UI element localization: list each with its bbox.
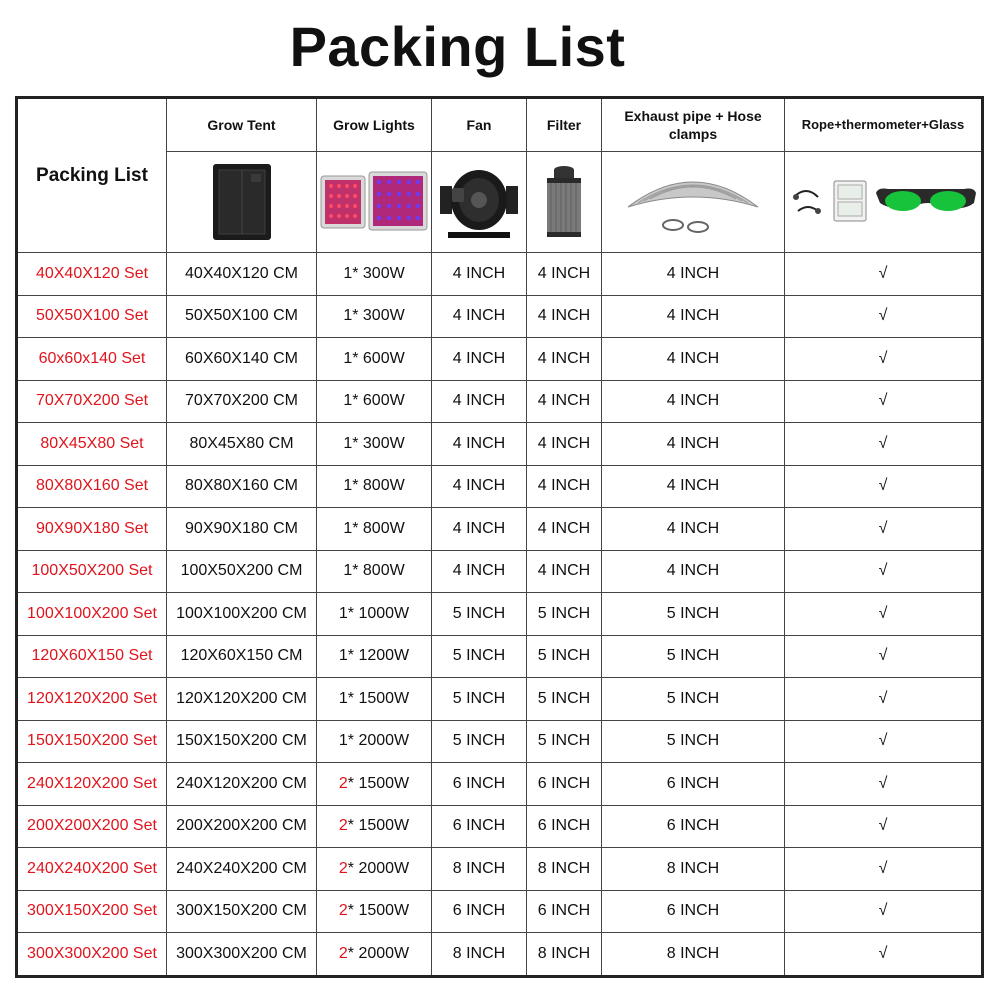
light-quantity: 2: [338, 944, 348, 962]
pipe-size-cell: 5 INCH: [602, 678, 785, 721]
pipe-size-cell: 4 INCH: [602, 508, 785, 551]
grow-lights-cell: [317, 763, 432, 806]
pipe-size-cell: 6 INCH: [602, 805, 785, 848]
grow-lights-cell: [317, 338, 432, 381]
filter-size-cell: 4 INCH: [527, 295, 602, 338]
light-wattage: * 2000W: [347, 859, 410, 877]
exhaust-pipe-image: [602, 152, 785, 253]
table-row: [17, 338, 983, 381]
table-row: [17, 253, 983, 296]
grow-lights-cell: [317, 933, 432, 977]
pipe-size-cell: 8 INCH: [602, 848, 785, 891]
accessories-check-cell: √: [785, 508, 983, 551]
tent-size-cell: 40X40X120 CM: [167, 253, 317, 296]
pipe-size-cell: 4 INCH: [602, 253, 785, 296]
grow-lights-cell: [317, 295, 432, 338]
fan-size-cell: 5 INCH: [432, 635, 527, 678]
accessories-check-cell: √: [785, 380, 983, 423]
light-wattage: * 300W: [352, 434, 405, 452]
accessories-check-cell: √: [785, 933, 983, 977]
table-row: [17, 720, 983, 763]
light-quantity: 1: [343, 434, 353, 452]
set-name-cell: 50X50X100 Set: [17, 295, 167, 338]
accessories-check-cell: √: [785, 550, 983, 593]
light-wattage: * 800W: [352, 477, 405, 495]
light-wattage: * 1500W: [347, 902, 410, 920]
light-wattage: * 800W: [352, 519, 405, 537]
grow-tent-image: [167, 152, 317, 253]
pipe-size-cell: 6 INCH: [602, 890, 785, 933]
table-row: [17, 805, 983, 848]
set-name-cell: 80X45X80 Set: [17, 423, 167, 466]
tent-size-cell: 50X50X100 CM: [167, 295, 317, 338]
filter-size-cell: 5 INCH: [527, 635, 602, 678]
tent-size-cell: 300X300X200 CM: [167, 933, 317, 977]
pipe-size-cell: 4 INCH: [602, 338, 785, 381]
filter-size-cell: 4 INCH: [527, 423, 602, 466]
accessories-check-cell: √: [785, 848, 983, 891]
table-row: [17, 465, 983, 508]
light-wattage: * 1200W: [347, 647, 410, 665]
accessories-check-cell: √: [785, 720, 983, 763]
table-row: [17, 933, 983, 977]
grow-lights-cell: [317, 508, 432, 551]
header-row: [17, 98, 983, 152]
set-name-cell: 70X70X200 Set: [17, 380, 167, 423]
fan-size-cell: 4 INCH: [432, 295, 527, 338]
light-quantity: 1: [343, 392, 353, 410]
corner-label: Packing List: [17, 98, 167, 253]
pipe-size-cell: 5 INCH: [602, 635, 785, 678]
accessories-check-cell: √: [785, 635, 983, 678]
tent-size-cell: 80X80X160 CM: [167, 465, 317, 508]
light-quantity: 1: [343, 349, 353, 367]
tent-size-cell: 200X200X200 CM: [167, 805, 317, 848]
fan-size-cell: 4 INCH: [432, 423, 527, 466]
set-name-cell: 240X120X200 Set: [17, 763, 167, 806]
accessories-check-cell: √: [785, 465, 983, 508]
grow-lights-image: [317, 152, 432, 253]
light-quantity: 1: [338, 732, 348, 750]
accessories-check-cell: √: [785, 890, 983, 933]
light-wattage: * 300W: [352, 264, 405, 282]
tent-size-cell: 60X60X140 CM: [167, 338, 317, 381]
light-quantity: 1: [343, 264, 353, 282]
set-name-cell: 120X60X150 Set: [17, 635, 167, 678]
filter-size-cell: 6 INCH: [527, 763, 602, 806]
light-wattage: * 600W: [352, 392, 405, 410]
table-row: [17, 763, 983, 806]
fan-size-cell: 4 INCH: [432, 465, 527, 508]
column-header-accessories: Rope+thermometer+Glass: [785, 98, 983, 152]
fan-size-cell: 8 INCH: [432, 933, 527, 977]
fan-size-cell: 5 INCH: [432, 678, 527, 721]
set-name-cell: 100X100X200 Set: [17, 593, 167, 636]
filter-size-cell: 4 INCH: [527, 508, 602, 551]
set-name-cell: 150X150X200 Set: [17, 720, 167, 763]
fan-size-cell: 4 INCH: [432, 338, 527, 381]
set-name-cell: 100X50X200 Set: [17, 550, 167, 593]
table-row: [17, 550, 983, 593]
fan-image: [432, 152, 527, 253]
light-quantity: 1: [343, 562, 353, 580]
set-name-cell: 240X240X200 Set: [17, 848, 167, 891]
page-title: Packing List: [289, 15, 626, 78]
fan-size-cell: 4 INCH: [432, 380, 527, 423]
filter-size-cell: 4 INCH: [527, 338, 602, 381]
accessories-check-cell: √: [785, 678, 983, 721]
packing-list-table: [15, 96, 984, 978]
set-name-cell: 90X90X180 Set: [17, 508, 167, 551]
pipe-size-cell: 8 INCH: [602, 933, 785, 977]
tent-size-cell: 120X120X200 CM: [167, 678, 317, 721]
accessories-image: [785, 152, 983, 253]
grow-lights-cell: [317, 635, 432, 678]
light-wattage: * 1500W: [347, 689, 410, 707]
filter-size-cell: 4 INCH: [527, 253, 602, 296]
set-name-cell: 120X120X200 Set: [17, 678, 167, 721]
light-quantity: 1: [338, 689, 348, 707]
accessories-check-cell: √: [785, 423, 983, 466]
grow-lights-cell: [317, 805, 432, 848]
tent-size-cell: 90X90X180 CM: [167, 508, 317, 551]
set-name-cell: 80X80X160 Set: [17, 465, 167, 508]
set-name-cell: 40X40X120 Set: [17, 253, 167, 296]
tent-size-cell: 100X100X200 CM: [167, 593, 317, 636]
filter-size-cell: 4 INCH: [527, 550, 602, 593]
column-header-grow-lights: Grow Lights: [317, 98, 432, 152]
table-row: [17, 635, 983, 678]
filter-size-cell: 6 INCH: [527, 805, 602, 848]
filter-size-cell: 6 INCH: [527, 890, 602, 933]
light-quantity: 2: [338, 902, 348, 920]
grow-lights-cell: [317, 848, 432, 891]
pipe-size-cell: 5 INCH: [602, 720, 785, 763]
set-name-cell: 300X300X200 Set: [17, 933, 167, 977]
light-wattage: * 300W: [352, 307, 405, 325]
pipe-size-cell: 4 INCH: [602, 380, 785, 423]
table-row: [17, 890, 983, 933]
tent-size-cell: 100X50X200 CM: [167, 550, 317, 593]
fan-size-cell: 4 INCH: [432, 253, 527, 296]
pipe-size-cell: 4 INCH: [602, 550, 785, 593]
column-header-grow-tent: Grow Tent: [167, 98, 317, 152]
tent-size-cell: 240X240X200 CM: [167, 848, 317, 891]
pipe-size-cell: 4 INCH: [602, 423, 785, 466]
pipe-size-cell: 4 INCH: [602, 465, 785, 508]
light-wattage: * 1500W: [347, 817, 410, 835]
fan-size-cell: 6 INCH: [432, 763, 527, 806]
light-wattage: * 1000W: [347, 604, 410, 622]
filter-size-cell: 4 INCH: [527, 380, 602, 423]
table-row: [17, 295, 983, 338]
light-wattage: * 600W: [352, 349, 405, 367]
table-row: [17, 508, 983, 551]
set-name-cell: 60x60x140 Set: [17, 338, 167, 381]
fan-size-cell: 8 INCH: [432, 848, 527, 891]
filter-size-cell: 5 INCH: [527, 678, 602, 721]
accessories-check-cell: √: [785, 805, 983, 848]
light-wattage: * 800W: [352, 562, 405, 580]
fan-size-cell: 5 INCH: [432, 720, 527, 763]
light-quantity: 2: [338, 774, 348, 792]
table-row: [17, 593, 983, 636]
filter-size-cell: 4 INCH: [527, 465, 602, 508]
tent-size-cell: 150X150X200 CM: [167, 720, 317, 763]
grow-lights-cell: [317, 593, 432, 636]
accessories-check-cell: √: [785, 253, 983, 296]
filter-size-cell: 8 INCH: [527, 848, 602, 891]
fan-size-cell: 6 INCH: [432, 890, 527, 933]
table-row: [17, 423, 983, 466]
tent-size-cell: 240X120X200 CM: [167, 763, 317, 806]
grow-lights-cell: [317, 253, 432, 296]
light-wattage: * 1500W: [347, 774, 410, 792]
light-quantity: 2: [338, 817, 348, 835]
accessories-check-cell: √: [785, 295, 983, 338]
light-quantity: 1: [338, 647, 348, 665]
grow-lights-cell: [317, 465, 432, 508]
tent-size-cell: 300X150X200 CM: [167, 890, 317, 933]
tent-size-cell: 70X70X200 CM: [167, 380, 317, 423]
light-quantity: 1: [343, 477, 353, 495]
light-wattage: * 2000W: [347, 732, 410, 750]
light-quantity: 1: [343, 519, 353, 537]
table-row: [17, 380, 983, 423]
grow-lights-cell: [317, 678, 432, 721]
fan-size-cell: 6 INCH: [432, 805, 527, 848]
light-quantity: 2: [338, 859, 348, 877]
set-name-cell: 300X150X200 Set: [17, 890, 167, 933]
light-wattage: * 2000W: [347, 944, 410, 962]
light-quantity: 1: [338, 604, 348, 622]
accessories-check-cell: √: [785, 593, 983, 636]
fan-size-cell: 4 INCH: [432, 508, 527, 551]
filter-size-cell: 8 INCH: [527, 933, 602, 977]
fan-size-cell: 5 INCH: [432, 593, 527, 636]
grow-lights-cell: [317, 550, 432, 593]
column-header-fan: Fan: [432, 98, 527, 152]
grow-lights-cell: [317, 720, 432, 763]
table-row: [17, 678, 983, 721]
fan-size-cell: 4 INCH: [432, 550, 527, 593]
light-quantity: 1: [343, 307, 353, 325]
pipe-size-cell: 6 INCH: [602, 763, 785, 806]
filter-size-cell: 5 INCH: [527, 720, 602, 763]
pipe-size-cell: 4 INCH: [602, 295, 785, 338]
filter-image: [527, 152, 602, 253]
accessories-check-cell: √: [785, 338, 983, 381]
table-row: [17, 848, 983, 891]
grow-lights-cell: [317, 380, 432, 423]
tent-size-cell: 120X60X150 CM: [167, 635, 317, 678]
accessories-check-cell: √: [785, 763, 983, 806]
tent-size-cell: 80X45X80 CM: [167, 423, 317, 466]
set-name-cell: 200X200X200 Set: [17, 805, 167, 848]
column-header-exhaust-pipe: Exhaust pipe + Hose clamps: [602, 98, 785, 152]
filter-size-cell: 5 INCH: [527, 593, 602, 636]
grow-lights-cell: [317, 890, 432, 933]
column-header-filter: Filter: [527, 98, 602, 152]
pipe-size-cell: 5 INCH: [602, 593, 785, 636]
grow-lights-cell: [317, 423, 432, 466]
